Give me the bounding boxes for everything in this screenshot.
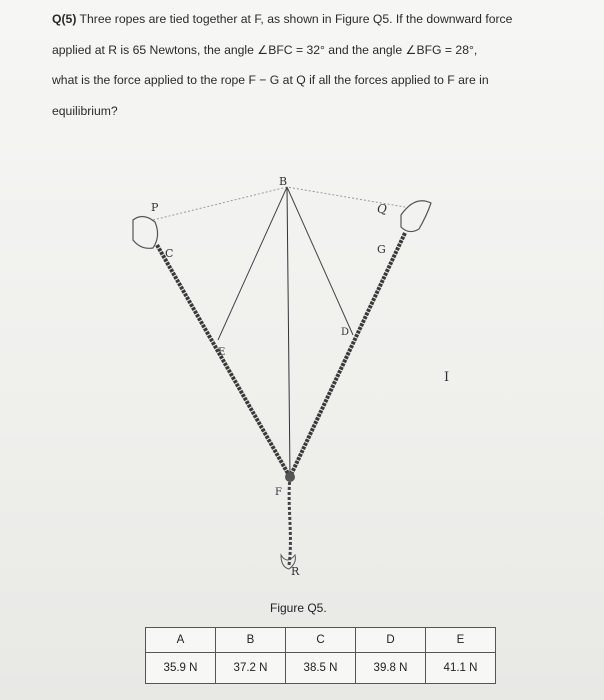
label-C: C: [165, 247, 174, 260]
label-G: G: [377, 243, 386, 256]
option-header-c: C: [286, 628, 356, 653]
label-Q: Q: [377, 202, 387, 216]
line-B-E: [218, 187, 287, 340]
option-value-c: 38.5 N: [286, 653, 356, 684]
option-value-b: 37.2 N: [216, 653, 286, 684]
line-B-F: [287, 187, 290, 475]
option-value-e: 41.1 N: [426, 653, 496, 684]
answer-options-table: [145, 627, 496, 684]
label-R: R: [291, 565, 300, 578]
question-number: Q(5): [52, 12, 77, 26]
label-E: E: [218, 347, 226, 358]
line-B-D: [287, 187, 353, 335]
question-line-2: applied at R is 65 Newtons, the angle ∠BFC = 32° and the angle ∠BFG = 28°,: [52, 42, 478, 57]
text-cursor-icon: I: [444, 370, 450, 385]
label-P: P: [151, 201, 159, 214]
figure-caption: Figure Q5.: [270, 601, 327, 615]
rope-diagram: [115, 165, 455, 595]
question-line-4: equilibrium?: [52, 103, 118, 118]
rope-G-F: [290, 233, 405, 477]
option-value-d: 39.8 N: [356, 653, 426, 684]
answer-value-row: [146, 653, 496, 684]
rope-C-F: [157, 245, 290, 477]
label-B: B: [279, 175, 288, 188]
option-value-a: 35.9 N: [146, 653, 216, 684]
option-header-b: B: [216, 628, 286, 653]
dotted-rope-top: [153, 187, 405, 220]
answer-header-row: [146, 628, 496, 653]
option-header-d: D: [356, 628, 426, 653]
label-D: D: [341, 327, 350, 338]
knot-F: [285, 472, 295, 482]
rope-F-R: [289, 477, 290, 565]
question-text: [52, 4, 572, 126]
question-line-1: Q(5) Three ropes are tied together at F, as shown in Figure Q5. If the downward force: [52, 12, 513, 26]
question-line-3: what is the force applied to the rope F − G at Q if all the forces applied to F are in: [52, 73, 489, 87]
right-hand: [401, 201, 431, 232]
option-header-a: A: [146, 628, 216, 653]
left-hand: [133, 216, 158, 248]
label-F: F: [275, 487, 282, 498]
option-header-e: E: [426, 628, 496, 653]
